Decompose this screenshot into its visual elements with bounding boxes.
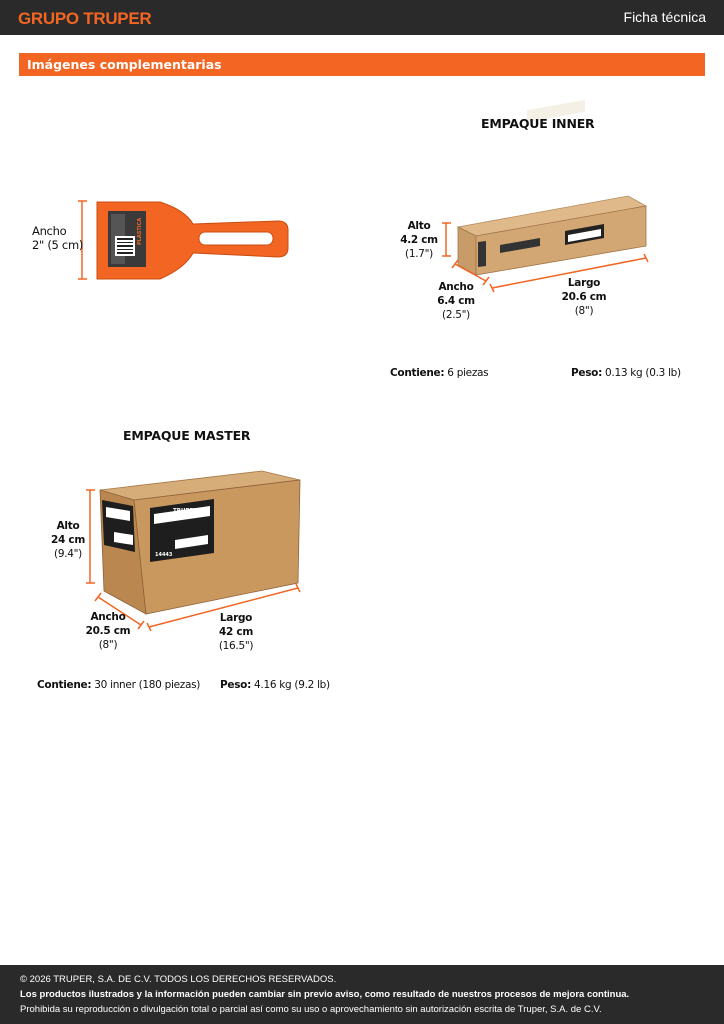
master-weight: Peso: 4.16 kg (9.2 lb) [220,679,330,691]
footer [0,965,724,1024]
brand-logo: GRUPO TRUPER [18,9,152,28]
inner-title: EMPAQUE INNER [481,116,595,131]
master-title: EMPAQUE MASTER [123,428,251,443]
master-largo-label: Largo 42 cm (16.5") [218,612,254,652]
footer-copyright: © 2026 TRUPER, S.A. DE C.V. TODOS LOS DERECHOS RESERVADOS. [20,974,337,985]
scraper-illustration [78,201,288,279]
master-box-brand: TRUPER [173,508,198,514]
footer-notice: Los productos ilustrados y la información pueden cambiar sin previo aviso, como resultado de nuestros procesos de mejora continua. [20,989,630,1000]
scraper-label-text: PLASTICA [137,217,143,245]
master-contents: Contiene: 30 inner (180 piezas) [37,679,201,691]
master-alto-label: Alto 24 cm (9.4") [51,520,85,560]
inner-contents: Contiene: 6 piezas [390,367,489,379]
section-title: Imágenes complementarias [27,57,222,72]
product-width-label: Ancho 2" (5 cm) [32,224,84,252]
master-ancho-label: Ancho 20.5 cm (8") [85,611,131,651]
inner-weight: Peso: 0.13 kg (0.3 lb) [571,367,681,379]
footer-legal: Prohibida su reproducción o divulgación total o parcial así como su uso o aprovechamiento sin autorización escrita de Truper, S.A. de C.V. [20,1004,602,1015]
master-box-code: 14443 [155,552,173,558]
master-box-illustration [86,471,300,631]
inner-ancho-label: Ancho 6.4 cm (2.5") [437,281,475,321]
inner-largo-label: Largo 20.6 cm (8") [561,277,607,317]
inner-alto-label: Alto 4.2 cm (1.7") [400,220,438,260]
document-type: Ficha técnica [623,9,706,25]
